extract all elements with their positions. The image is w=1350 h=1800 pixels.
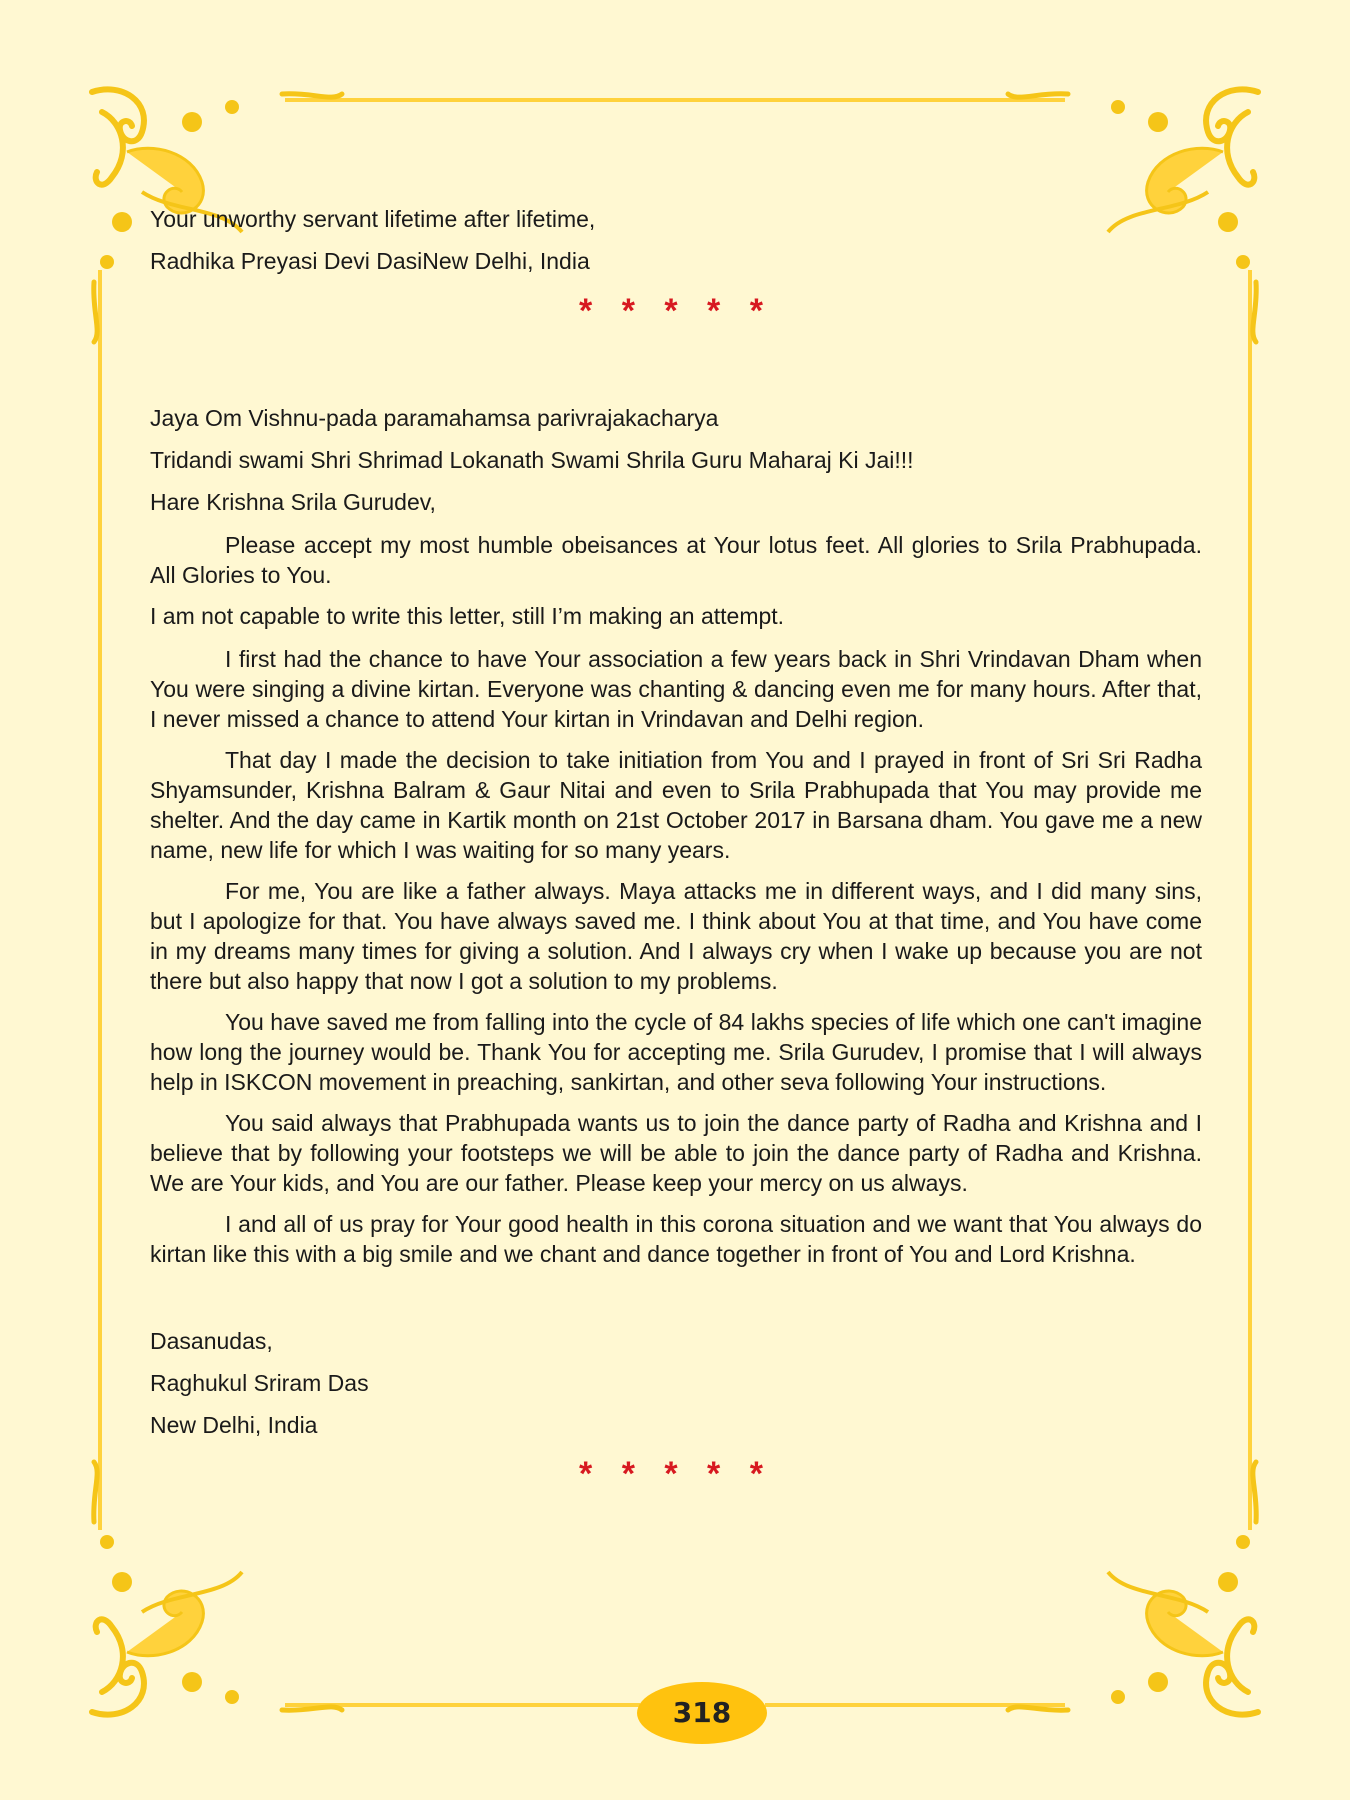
greeting: Hare Krishna Srila Gurudev, [150,489,436,515]
letter-paragraph: Please accept my most humble obeisances at Your lotus feet. All glories to Srila Prabhupada. All Glories to You. [150,532,1202,588]
letter-paragraph: I first had the chance to have Your association a few years back in Shri Vrindavan Dham when You were singing a divine kirtan. Everyone was chanting & dancing even me for many hours. After that, I never missed a chance to attend Your kirtan in Vrindavan and Delhi region. [150,646,1202,732]
corner-ornament-icon [1008,1462,1258,1715]
page-number: 318 [637,1682,767,1744]
salutation-line: Tridandi swami Shri Shrimad Lokanath Swami Shrila Guru Maharaj Ki Jai!!! [150,447,914,473]
corner-ornament-icon [92,1462,342,1715]
letter-paragraph: I am not capable to write this letter, still I’m making an attempt. [150,603,785,629]
separator-stars: * * * * * [579,1455,773,1493]
letter-paragraph: You said always that Prabhupada wants us to join the dance party of Radha and Krishna and I believe that by following your footsteps we will be able to join the dance party of Radha and Krishna. We are Your kids, and You are our father. Please keep your mercy on us always. [150,1110,1202,1196]
author-name: Raghukul Sriram Das [150,1370,369,1396]
letter-paragraph: For me, You are like a father always. Maya attacks me in different ways, and I did many sins, but I apologize for that. You have always saved me. I think about You at that time, and You have come in my dreams many times for giving a solution. And I always cry when I wake up because you are not there but also happy that now I got a solution to my problems. [150,878,1202,994]
signoff: Dasanudas, [150,1328,273,1354]
letter-paragraph: That day I made the decision to take initiation from You and I prayed in front of Sri Sri Radha Shyamsunder, Krishna Balram & Gaur Nitai and even to Srila Prabhupada that You may provide me shelter. And the day came in Kartik month on 21st October 2017 in Barsana dham. You gave me a new name, new life for which I was waiting for so many years. [150,747,1202,863]
letter-paragraph: You have saved me from falling into the cycle of 84 lakhs species of life which one can't imagine how long the journey would be. Thank You for accepting me. Srila Gurudev, I promise that I will always help in ISKCON movement in preaching, sankirtan, and other seva following Your instructions. [150,1009,1202,1095]
separator-stars: * * * * * [579,292,773,330]
closing-line: Your unworthy servant lifetime after lifetime, [150,206,596,232]
salutation-line: Jaya Om Vishnu-pada paramahamsa parivrajakacharya [150,405,719,431]
author-location: New Delhi, India [150,1412,318,1438]
letter-paragraph: I and all of us pray for Your good health in this corona situation and we want that You always do kirtan like this with a big smile and we chant and dance together in front of You and Lord Krishna. [150,1211,1202,1267]
closing-signature: Radhika Preyasi Devi DasiNew Delhi, India [150,248,590,274]
